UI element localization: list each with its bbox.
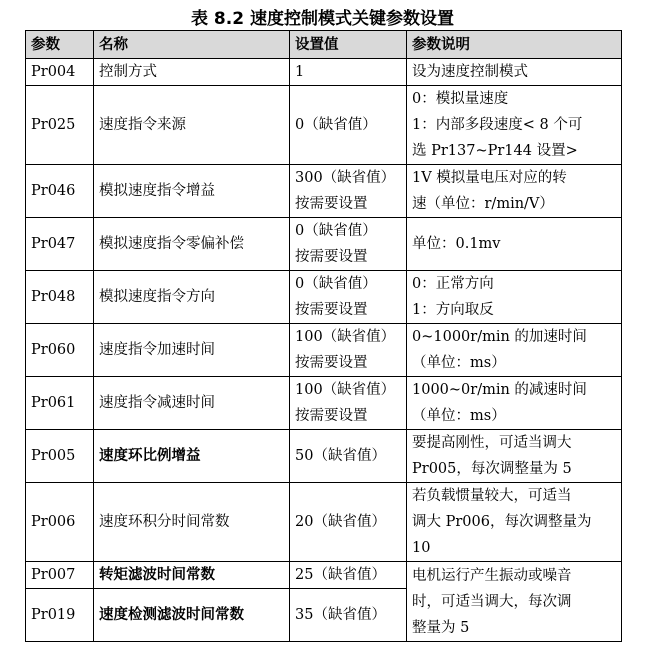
table-row	[26, 165, 622, 218]
header-value: 设置值	[290, 31, 407, 59]
value-line: 35（缺省值）	[295, 607, 386, 623]
desc-line: 时，可适当调大，每次调	[412, 593, 572, 610]
table-row	[26, 59, 622, 86]
param-code: Pr047	[26, 218, 94, 271]
param-value	[290, 377, 407, 430]
param-name: 速度指令加速时间	[94, 324, 290, 377]
value-line: 按需要设置	[295, 355, 368, 371]
param-code: Pr025	[26, 86, 94, 165]
table-row	[26, 86, 622, 165]
desc-line: 0：模拟量速度	[412, 91, 509, 107]
desc-line: 0：正常方向	[412, 276, 494, 292]
param-desc	[407, 271, 622, 324]
table-row	[26, 430, 622, 483]
desc-line: 选 Pr137~Pr144 设置>	[412, 143, 578, 159]
desc-line: 设为速度控制模式	[412, 64, 528, 80]
desc-line: 单位：0.1mv	[412, 236, 501, 252]
param-desc	[407, 218, 622, 271]
value-line: 1	[295, 64, 305, 80]
param-value	[290, 430, 407, 483]
value-line: 20（缺省值）	[295, 514, 386, 530]
param-code: Pr061	[26, 377, 94, 430]
param-name: 模拟速度指令方向	[94, 271, 290, 324]
desc-line: （单位：ms）	[412, 355, 506, 371]
value-line: 50（缺省值）	[295, 448, 386, 464]
param-name: 控制方式	[94, 59, 290, 86]
desc-line: 电机运行产生振动或噪音	[412, 567, 572, 584]
param-desc	[407, 86, 622, 165]
param-desc	[407, 59, 622, 86]
param-value	[290, 59, 407, 86]
value-line: 25（缺省值）	[295, 567, 386, 583]
desc-line: 1000~0r/min 的减速时间	[412, 382, 587, 398]
param-code: Pr007	[26, 562, 94, 589]
header-param: 参数	[26, 31, 94, 59]
param-name: 模拟速度指令零偏补偿	[94, 218, 290, 271]
param-value	[290, 324, 407, 377]
desc-line: 整量为 5	[412, 619, 470, 636]
param-desc-shared	[407, 562, 622, 642]
param-code: Pr060	[26, 324, 94, 377]
table-header-row	[26, 31, 622, 59]
value-line: 按需要设置	[295, 302, 368, 318]
desc-line: Pr005，每次调整量为 5	[412, 461, 572, 477]
param-name: 速度环比例增益	[94, 430, 290, 483]
table-row	[26, 218, 622, 271]
parameter-table	[25, 30, 622, 642]
table-row	[26, 562, 622, 589]
param-name: 速度指令来源	[94, 86, 290, 165]
desc-line: （单位：ms）	[412, 408, 506, 424]
param-name: 速度环积分时间常数	[94, 483, 290, 562]
header-name: 名称	[94, 31, 290, 59]
desc-line: 1：内部多段速度< 8 个可	[412, 117, 583, 133]
param-desc	[407, 430, 622, 483]
desc-line: 1V 模拟量电压对应的转	[412, 170, 567, 186]
value-line: 0（缺省值）	[295, 223, 377, 239]
param-code: Pr005	[26, 430, 94, 483]
param-name: 模拟速度指令增益	[94, 165, 290, 218]
param-value	[290, 483, 407, 562]
value-line: 0（缺省值）	[295, 117, 377, 133]
desc-line: 调大 Pr006，每次调整量为	[412, 514, 592, 530]
param-value	[290, 165, 407, 218]
param-desc	[407, 483, 622, 562]
desc-line: 要提高刚性，可适当调大	[412, 435, 572, 451]
param-value	[290, 562, 407, 589]
param-value	[290, 218, 407, 271]
param-code: Pr006	[26, 483, 94, 562]
desc-line: 速（单位：r/min/V）	[412, 196, 554, 212]
param-code: Pr048	[26, 271, 94, 324]
table-row	[26, 483, 622, 562]
table-title: 表 8.2 速度控制模式关键参数设置	[191, 9, 454, 29]
param-code: Pr046	[26, 165, 94, 218]
header-desc: 参数说明	[407, 31, 622, 59]
param-value	[290, 86, 407, 165]
param-name: 速度检测滤波时间常数	[94, 589, 290, 642]
value-line: 按需要设置	[295, 408, 368, 424]
param-code: Pr004	[26, 59, 94, 86]
value-line: 按需要设置	[295, 196, 368, 212]
table-row	[26, 271, 622, 324]
desc-line: 1：方向取反	[412, 302, 494, 318]
param-code: Pr019	[26, 589, 94, 642]
desc-line: 0~1000r/min 的加速时间	[412, 329, 587, 345]
desc-line: 若负载惯量较大，可适当	[412, 488, 572, 504]
desc-line: 10	[412, 540, 431, 556]
param-desc	[407, 377, 622, 430]
table-row	[26, 377, 622, 430]
value-line: 100（缺省值）	[295, 382, 396, 398]
value-line: 按需要设置	[295, 249, 368, 265]
param-desc	[407, 165, 622, 218]
param-value	[290, 271, 407, 324]
value-line: 0（缺省值）	[295, 276, 377, 292]
param-desc	[407, 324, 622, 377]
param-value	[290, 589, 407, 642]
value-line: 300（缺省值）	[295, 170, 396, 186]
table-row	[26, 324, 622, 377]
param-name: 速度指令减速时间	[94, 377, 290, 430]
value-line: 100（缺省值）	[295, 329, 396, 345]
param-name: 转矩滤波时间常数	[94, 562, 290, 589]
